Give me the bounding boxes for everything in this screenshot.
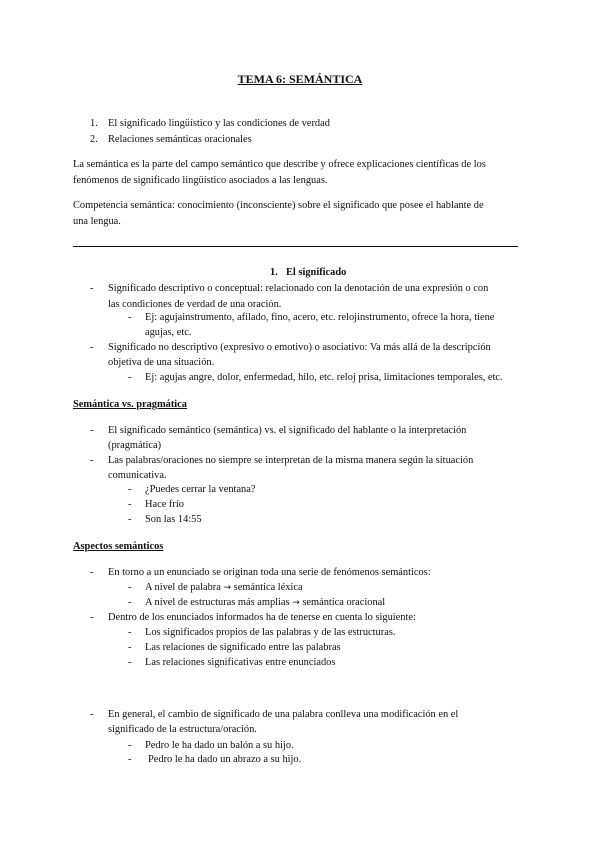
bullet-text: En torno a un enunciado se originan toda una serie de fenómenos semánticos: (108, 567, 431, 578)
example-text: Pedro le ha dado un balón a su hijo. (145, 740, 294, 751)
bullet-text: las condiciones de verdad de una oración. (108, 299, 282, 310)
bullet-text: significado de la estructura/oración. (108, 724, 257, 735)
bullet-dash: - (90, 283, 94, 294)
index-number: 1. (90, 118, 98, 129)
example-text: Pedro le ha dado un abrazo a su hijo. (148, 754, 302, 765)
bullet-dash: - (90, 425, 94, 436)
competence-paragraph-line: una lengua. (73, 216, 121, 227)
bullet-text: Significado no descriptivo (expresivo o emotivo) o asociativo: Va más allá de la descripción (108, 342, 491, 353)
example-text: ¿Puedes cerrar la ventana? (145, 484, 256, 495)
sub-bullet-dash: - (128, 499, 132, 510)
bullet-text: Las palabras/oraciones no siempre se interpretan de la misma manera según la situación (108, 455, 474, 466)
arrow-icon: → (223, 583, 232, 593)
list-item: Las relaciones de significado entre las palabras (145, 642, 341, 653)
bullet-text: En general, el cambio de significado de una palabra conlleva una modificación en el (108, 709, 459, 720)
level-result: semántica oracional (302, 597, 386, 608)
intro-paragraph-line: fenómenos de significado lingüístico asociados a las lenguas. (73, 175, 328, 186)
bullet-dash: - (90, 455, 94, 466)
bullet-text: Dentro de los enunciados informados ha de tenerse en cuenta lo siguiente: (108, 612, 416, 623)
horizontal-divider (73, 246, 518, 247)
arrow-icon: → (292, 598, 300, 608)
example-text: Son las 14:55 (145, 514, 202, 525)
bullet-dash: - (90, 612, 94, 623)
list-item: Las relaciones significativas entre enunciados (145, 657, 336, 668)
section-heading: Semántica vs. pragmática (73, 399, 187, 410)
sub-bullet-dash: - (128, 372, 132, 383)
sub-bullet-dash: - (128, 312, 132, 323)
bullet-text: comunicativa. (108, 470, 167, 481)
sub-bullet-dash: - (128, 754, 132, 765)
list-item: Los significados propios de las palabras y de las estructuras. (145, 627, 396, 638)
sub-bullet-dash: - (128, 514, 132, 525)
index-item: Relaciones semánticas oracionales (108, 134, 252, 145)
competence-paragraph-line: Competencia semántica: conocimiento (inconsciente) sobre el significado que posee el hablante de (73, 200, 484, 211)
bullet-text: (pragmática) (108, 440, 162, 451)
page-title: TEMA 6: SEMÁNTICA (237, 72, 363, 86)
index-item: El significado lingüístico y las condiciones de verdad (108, 118, 330, 129)
example-text: Hace frío (145, 499, 184, 510)
bullet-dash: - (90, 342, 94, 353)
bullet-text: objetiva de una situación. (108, 357, 215, 368)
sub-bullet-dash: - (128, 627, 132, 638)
section-heading: El significado (286, 267, 347, 278)
sub-bullet-text (145, 595, 385, 611)
sub-bullet-dash: - (128, 642, 132, 653)
section-heading: Aspectos semánticos (73, 541, 164, 552)
bullet-dash: - (90, 709, 94, 720)
sub-bullet-dash: - (128, 597, 132, 608)
level-label: A nivel de estructuras más amplias (145, 597, 290, 608)
intro-paragraph-line: La semántica es la parte del campo semántico que describe y ofrece explicaciones científicas de los (73, 159, 486, 170)
sub-bullet-text: Ej: agujainstrumento, afilado, fino, acero, etc. relojinstrumento, ofrece la hora, tiene (145, 312, 495, 323)
sub-bullet-dash: - (128, 582, 132, 593)
level-label: A nivel de palabra (145, 582, 221, 593)
level-result: semántica léxica (233, 582, 303, 593)
bullet-text: Significado descriptivo o conceptual: relacionado con la denotación de una expresión o con (108, 283, 489, 294)
sub-bullet-dash: - (128, 484, 132, 495)
sub-bullet-text: Ej: agujas angre, dolor, enfermedad, hilo, etc. reloj prisa, limitaciones temporales, etc. (145, 372, 503, 383)
bullet-dash: - (90, 567, 94, 578)
sub-bullet-dash: - (128, 740, 132, 751)
section-heading-number: 1. (270, 267, 278, 278)
sub-bullet-text (145, 580, 303, 596)
bullet-text: El significado semántico (semántica) vs. el significado del hablante o la interpretación (108, 425, 467, 436)
sub-bullet-text: agujas, etc. (145, 327, 192, 338)
index-number: 2. (90, 134, 98, 145)
sub-bullet-dash: - (128, 657, 132, 668)
